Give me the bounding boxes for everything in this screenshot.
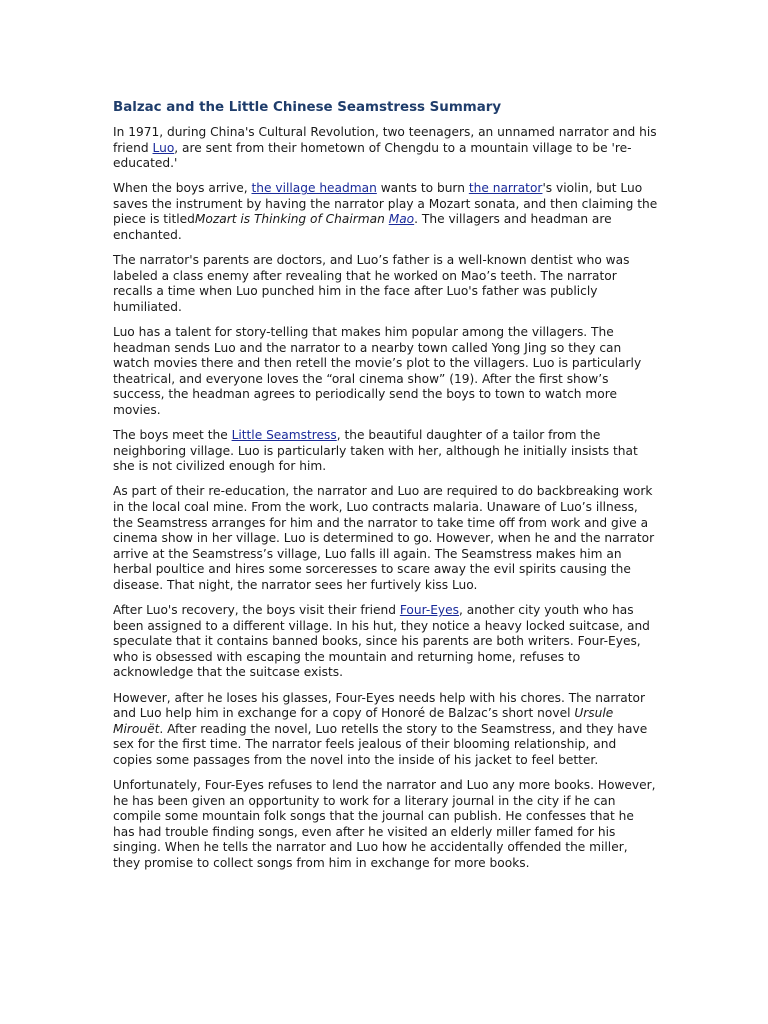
link-mao[interactable]: Mao xyxy=(388,212,415,227)
italic-novel-title: Ursule Mirouët xyxy=(113,706,614,736)
italic-title: Mozart is Thinking of Chairman Mao xyxy=(194,212,415,227)
link-narrator[interactable]: the narrator xyxy=(468,181,543,196)
link-little-seamstress[interactable]: Little Seamstress xyxy=(231,428,337,443)
link-village-headman[interactable]: the village headman xyxy=(251,181,377,196)
paragraph-5: The boys meet the Little Seamstress, the beautiful daughter of a tailor from the neighboring village. Luo is particularly taken with her, although he initially insists that she is not civilized enough for him. xyxy=(113,428,638,474)
page-title: Balzac and the Little Chinese Seamstress Summary xyxy=(113,100,502,115)
paragraph-7: After Luo's recovery, the boys visit their friend Four-Eyes, another city youth who has been assigned to a different village. In his hut, they notice a heavy locked suitcase, and speculate that it contains banned books, since his parents are both writers. Four-Eyes, who is obsessed with escaping the mountain and returning home, refuses to acknowledge that the suitcase exists. xyxy=(113,603,650,680)
link-four-eyes[interactable]: Four-Eyes xyxy=(399,603,459,618)
document-body xyxy=(113,100,658,881)
link-luo[interactable]: Luo xyxy=(152,140,175,155)
paragraph-6: As part of their re-education, the narrator and Luo are required to do backbreaking work in the local coal mine. From the work, Luo contracts malaria. Unaware of Luo’s illness, the Seamstress arranges for him and the narrator to take time off from work and give a cinema show in her village. Luo is determined to go. However, when he and the narrator arrive at the Seamstress’s village, Luo falls ill again. The Seamstress makes him an herbal poultice and hires some sorceresses to scare away the evil spirits causing the disease. That night, the narrator sees her furtively kiss Luo. xyxy=(113,484,655,592)
paragraph-8: However, after he loses his glasses, Four-Eyes needs help with his chores. The narrator and Luo help him in exchange for a copy of Honoré de Balzac’s short novel Ursule Mirouët. After reading the novel, Luo retells the story to the Seamstress, and they have sex for the first time. The narrator feels jealous of their blooming relationship, and copies some passages from the novel into the inside of his jacket to feel better. xyxy=(113,690,648,767)
paragraph-3: The narrator's parents are doctors, and Luo’s father is a well-known dentist who was labeled a class enemy after revealing that he worked on Mao’s teeth. The narrator recalls a time when Luo punched him in the face after Luo's father was publicly humiliated. xyxy=(113,253,630,314)
paragraph-4: Luo has a talent for story-telling that makes him popular among the villagers. The headman sends Luo and the narrator to a nearby town called Yong Jing so they can watch movies there and then retell the movie’s plot to the villagers. Luo is particularly theatrical, and everyone loves the “oral cinema show” (19). After the first show’s success, the headman agrees to periodically send the boys to town to watch more movies. xyxy=(113,325,642,417)
paragraph-9: Unfortunately, Four-Eyes refuses to lend the narrator and Luo any more books. However, he has been given an opportunity to work for a literary journal in the city if he can compile some mountain folk songs that the journal can publish. He confesses that he has had trouble finding songs, even after he visited an elderly miller famed for his singing. When he tells the narrator and Luo how he accidentally offended the miller, they promise to collect songs from him in exchange for more books. xyxy=(113,777,656,870)
paragraph-2: When the boys arrive, the village headman wants to burn the narrator's violin, but Luo saves the instrument by having the narrator play a Mozart sonata, and then claiming the piece is titledMozart is Thinking of Chairman Mao. The villagers and headman are enchanted. xyxy=(113,181,658,243)
paragraph-1: In 1971, during China's Cultural Revolution, two teenagers, an unnamed narrator and his friend Luo, are sent from their hometown of Chengdu to a mountain village to be 're-educated.' xyxy=(113,125,657,171)
